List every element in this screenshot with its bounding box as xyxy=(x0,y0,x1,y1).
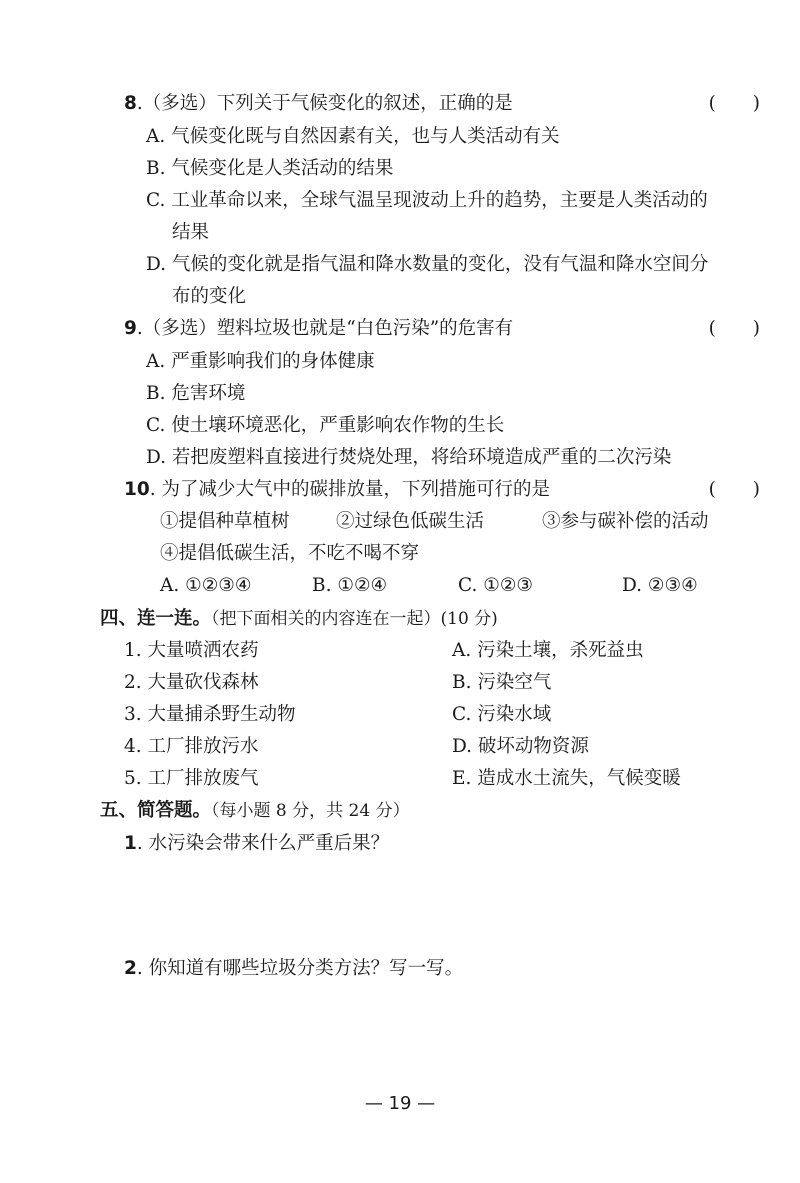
q10-measure-3: ③参与碳补偿的活动 xyxy=(542,511,709,532)
match-left-1: 1. 大量喷洒农药 xyxy=(124,640,259,661)
q8-option-a: A. 气候变化既与自然因素有关，也与人类活动有关 xyxy=(146,126,560,147)
q8-option-d: D. 气候的变化就是指气温和降水数量的变化，没有气温和降水空间分 xyxy=(146,254,709,275)
section5-q1 xyxy=(124,832,389,856)
match-right-b: B. 污染空气 xyxy=(452,672,552,693)
page-number: — 19 — xyxy=(364,1093,436,1114)
q10-choice-b: B. ①②④ xyxy=(312,575,388,596)
q10-measure-1: ①提倡种草植树 xyxy=(160,511,290,532)
match-left-3: 3. 大量捕杀野生动物 xyxy=(124,704,296,725)
section5-q1-number: 1 xyxy=(124,833,137,854)
q10-choice-a: A. ①②③④ xyxy=(160,575,252,596)
q8-option-d-cont: 布的变化 xyxy=(172,286,247,307)
match-left-2: 2. 大量砍伐森林 xyxy=(124,672,259,693)
q10-answer-bracket: ( ) xyxy=(708,479,760,500)
q9-option-b: B. 危害环境 xyxy=(146,383,246,404)
section5-title: 五、简答题。 xyxy=(100,800,212,821)
match-right-d: D. 破坏动物资源 xyxy=(452,736,589,757)
q9-answer-bracket: ( ) xyxy=(708,318,760,339)
section5-q2-number: 2 xyxy=(124,958,137,979)
q10-choice-c: C. ①②③ xyxy=(458,575,534,596)
q9-option-d: D. 若把废塑料直接进行焚烧处理，将给环境造成严重的二次污染 xyxy=(146,447,672,468)
q10-measure-2: ②过绿色低碳生活 xyxy=(336,511,485,532)
section4-title: 四、连一连。 xyxy=(100,608,212,629)
section5-q1-text: . 水污染会带来什么严重后果？ xyxy=(136,833,390,854)
section5-heading xyxy=(100,799,410,823)
q9-option-c: C. 使土壤环境恶化，严重影响农作物的生长 xyxy=(146,415,505,436)
section4-note: （把下面相关的内容连在一起）(10 分) xyxy=(211,609,498,629)
match-left-4: 4. 工厂排放污水 xyxy=(124,736,259,757)
section4-heading xyxy=(100,607,498,631)
q10-stem xyxy=(124,478,550,502)
match-right-a: A. 污染土壤，杀死益虫 xyxy=(452,640,644,661)
q9-stem xyxy=(124,317,513,341)
match-right-c: C. 污染水域 xyxy=(452,704,552,725)
q10-number: 10 xyxy=(124,479,150,500)
q8-text: .（多选）下列关于气候变化的叙述，正确的是 xyxy=(136,93,513,114)
q8-option-c-cont: 结果 xyxy=(172,222,210,243)
match-right-e: E. 造成水土流失，气候变暖 xyxy=(452,768,681,789)
q10-measure-4: ④提倡低碳生活，不吃不喝不穿 xyxy=(160,543,420,564)
q10-choice-d: D. ②③④ xyxy=(622,575,698,596)
q10-text: . 为了减少大气中的碳排放量，下列措施可行的是 xyxy=(149,479,551,500)
q8-number: 8 xyxy=(124,93,137,114)
section5-note: （每小题 8 分，共 24 分） xyxy=(211,801,410,821)
section5-q2-text: . 你知道有哪些垃圾分类方法？写一写。 xyxy=(136,958,464,979)
q9-text: .（多选）塑料垃圾也就是“白色污染”的危害有 xyxy=(136,318,514,339)
q8-stem xyxy=(124,92,513,116)
q9-number: 9 xyxy=(124,318,137,339)
match-left-5: 5. 工厂排放废气 xyxy=(124,768,259,789)
q8-option-c: C. 工业革命以来，全球气温呈现波动上升的趋势，主要是人类活动的 xyxy=(146,190,708,211)
section5-q2 xyxy=(124,957,463,981)
q8-answer-bracket: ( ) xyxy=(708,93,760,114)
q9-option-a: A. 严重影响我们的身体健康 xyxy=(146,351,375,372)
q8-option-b: B. 气候变化是人类活动的结果 xyxy=(146,158,394,179)
